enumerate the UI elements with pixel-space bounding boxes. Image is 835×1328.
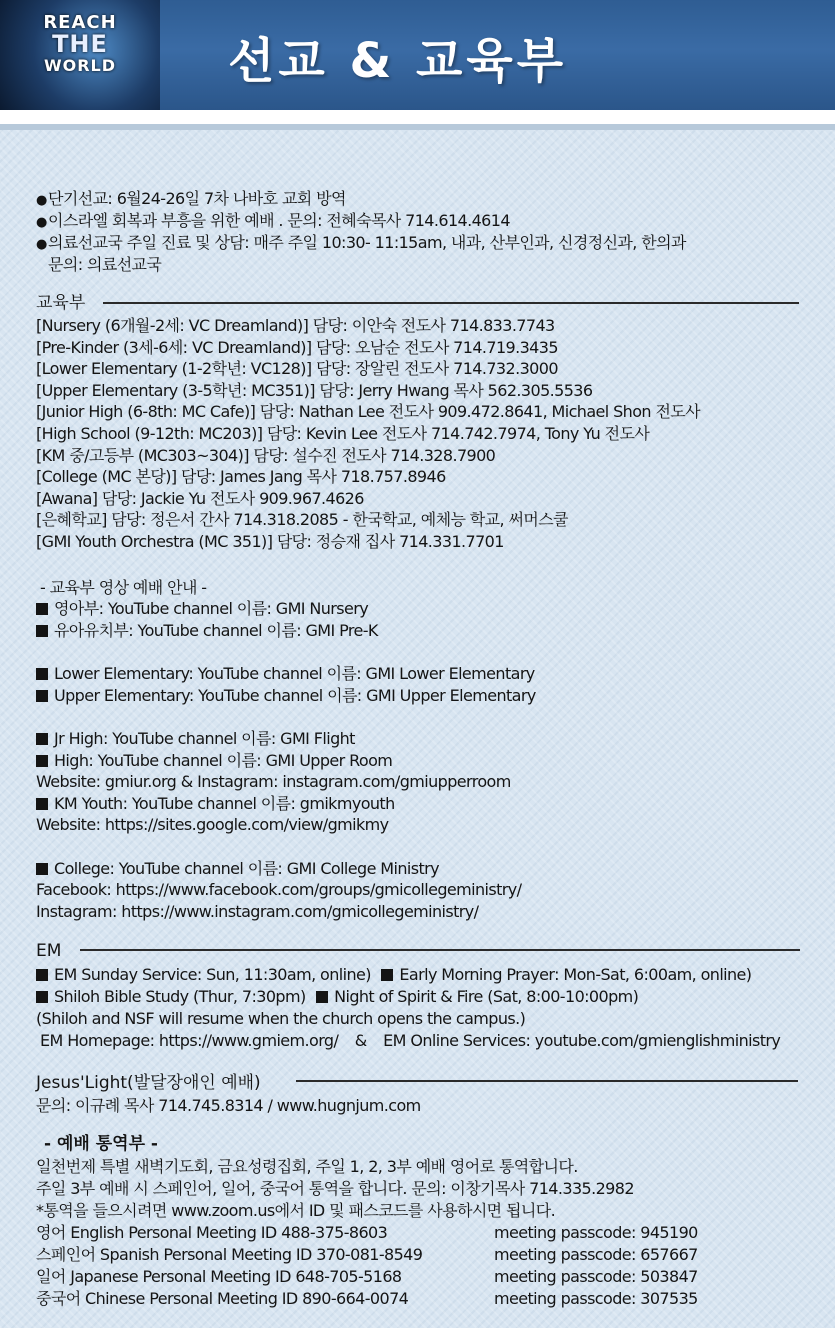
square-bullet-icon — [36, 690, 48, 702]
meeting-passcode: meeting passcode: 503847 — [494, 1267, 698, 1286]
square-bullet-icon — [36, 625, 48, 637]
square-bullet-icon — [381, 969, 393, 981]
square-bullet-icon — [36, 863, 48, 875]
education-item: [Pre-Kinder (3세-6세: VC Dreamland)] 담당: 오남순 전도사 714.719.3435 — [36, 337, 558, 357]
mission-item: ●이스라엘 회복과 부흥을 위한 예배 . 문의: 전혜숙목사 714.614.4614 — [36, 210, 510, 233]
meeting-id: 스페인어 Spanish Personal Meeting ID 370-081-8549 — [36, 1245, 423, 1264]
education-item: [KM 중/고등부 (MC303~304)] 담당: 설수진 전도사 714.328.7900 — [36, 445, 496, 465]
video-item: College: YouTube channel 이름: GMI College Ministry — [36, 858, 439, 879]
jesus-light-heading: Jesus'Light(발달장애인 예배) — [36, 1073, 261, 1093]
em-ampersand: & — [354, 1031, 367, 1050]
em-schedule-row: Shiloh Bible Study (Thur, 7:30pm) Night of Spirit & Fire (Sat, 8:00-10:00pm) — [36, 986, 638, 1007]
square-bullet-icon — [36, 991, 48, 1003]
section-rule — [103, 302, 799, 304]
em-schedule-row: EM Sunday Service: Sun, 11:30am, online) Early Morning Prayer: Mon-Sat, 6:00am, online) — [36, 964, 751, 985]
em-homepage-link[interactable]: EM Homepage: https://www.gmiem.org/ — [40, 1031, 339, 1050]
section-rule — [296, 1080, 798, 1082]
video-item: High: YouTube channel 이름: GMI Upper Room — [36, 750, 392, 771]
education-item: [High School (9-12th: MC203)] 담당: Kevin Lee 전도사 714.742.7974, Tony Yu 전도사 — [36, 424, 650, 443]
education-item: [GMI Youth Orchestra (MC 351)] 담당: 정승재 집사 714.331.7701 — [36, 532, 504, 551]
education-item: [Upper Elementary (3-5학년: MC351)] 담당: Jerry Hwang 목사 562.305.5536 — [36, 380, 593, 400]
section-rule — [80, 949, 800, 951]
meeting-passcode: meeting passcode: 657667 — [494, 1245, 698, 1264]
mission-contact: 문의: 의료선교국 — [48, 255, 162, 274]
video-item: KM Youth: YouTube channel 이름: gmikmyouth — [36, 793, 395, 814]
header-banner — [0, 0, 835, 110]
em-links — [40, 1030, 780, 1051]
square-bullet-icon — [36, 733, 48, 745]
logo-world-text: WORLD — [43, 56, 117, 75]
page-title: 선교 & 교육부 — [228, 33, 568, 89]
interp-text: 주일 3부 예배 시 스페인어, 일어, 중국어 통역을 합니다. 문의: 이창기목사 714.335.2982 — [36, 1179, 634, 1198]
video-item: Upper Elementary: YouTube channel 이름: GMI Upper Elementary — [36, 685, 536, 706]
meeting-passcode: meeting passcode: 307535 — [494, 1289, 698, 1308]
meeting-id: 영어 English Personal Meeting ID 488-375-8603 — [36, 1223, 388, 1242]
em-note: (Shiloh and NSF will resume when the church opens the campus.) — [36, 1009, 526, 1028]
video-item: 유아유치부: YouTube channel 이름: GMI Pre-K — [36, 620, 378, 641]
interp-text: *통역을 들으시려면 www.zoom.us에서 ID 및 패스코드를 사용하시면 됩니다. — [36, 1201, 556, 1220]
education-item: [Lower Elementary (1-2학년: VC128)] 담당: 장알린 전도사 714.732.3000 — [36, 359, 558, 379]
bullet-icon: ● — [36, 237, 47, 252]
video-website: Facebook: https://www.facebook.com/groups/gmicollegeministry/ — [36, 880, 522, 899]
logo-the-text: THE — [52, 30, 108, 58]
video-website: Website: gmiur.org & Instagram: instagram.com/gmiupperroom — [36, 772, 511, 791]
education-heading: 교육부 — [36, 293, 86, 313]
square-bullet-icon — [36, 755, 48, 767]
video-website: Instagram: https://www.instagram.com/gmicollegeministry/ — [36, 902, 479, 921]
logo-reach-text: REACH — [43, 12, 117, 33]
meeting-id: 일어 Japanese Personal Meeting ID 648-705-5168 — [36, 1267, 402, 1286]
square-bullet-icon — [36, 668, 48, 680]
jesus-light-contact: 문의: 이규례 목사 714.745.8314 / www.hugnjum.com — [36, 1096, 421, 1115]
mission-item: ●단기선교: 6월24-26일 7차 나바호 교회 방역 — [36, 188, 346, 211]
square-bullet-icon — [36, 798, 48, 810]
mission-item: ●의료선교국 주일 진료 및 상담: 매주 주일 10:30- 11:15am, 내과, 산부인과, 신경정신과, 한의과 — [36, 232, 686, 255]
education-item: [Junior High (6-8th: MC Cafe)] 담당: Nathan Lee 전도사 909.472.8641, Michael Shon 전도사 — [36, 402, 701, 422]
video-item: Lower Elementary: YouTube channel 이름: GMI Lower Elementary — [36, 663, 535, 684]
video-website: Website: https://sites.google.com/view/gmikmy — [36, 815, 389, 834]
video-item: 영아부: YouTube channel 이름: GMI Nursery — [36, 598, 368, 619]
interp-text: 일천번제 특별 새벽기도회, 금요성령집회, 주일 1, 2, 3부 예배 영어로 통역합니다. — [36, 1157, 578, 1176]
square-bullet-icon — [316, 991, 328, 1003]
education-item: [은혜학교] 담당: 정은서 간사 714.318.2085 - 한국학교, 예체능 학교, 써머스쿨 — [36, 510, 568, 530]
meeting-id: 중국어 Chinese Personal Meeting ID 890-664-0074 — [36, 1289, 409, 1308]
em-online-link[interactable]: EM Online Services: youtube.com/gmienglishministry — [383, 1031, 781, 1050]
bullet-icon: ● — [36, 193, 47, 208]
em-heading: EM — [36, 941, 62, 961]
education-item: [Awana] 담당: Jackie Yu 전도사 909.967.4626 — [36, 488, 364, 508]
education-item: [College (MC 본당)] 담당: James Jang 목사 718.757.8946 — [36, 467, 446, 487]
reach-the-world-logo — [0, 0, 160, 110]
video-heading: - 교육부 영상 예배 안내 - — [40, 578, 207, 597]
bullet-icon: ● — [36, 215, 47, 230]
header-divider — [0, 110, 835, 124]
education-item: [Nursery (6개월-2세: VC Dreamland)] 담당: 이안숙 전도사 714.833.7743 — [36, 316, 555, 335]
interp-heading: - 예배 통역부 - — [44, 1134, 158, 1154]
meeting-passcode: meeting passcode: 945190 — [494, 1223, 698, 1242]
video-item: Jr High: YouTube channel 이름: GMI Flight — [36, 728, 355, 749]
square-bullet-icon — [36, 603, 48, 615]
square-bullet-icon — [36, 969, 48, 981]
